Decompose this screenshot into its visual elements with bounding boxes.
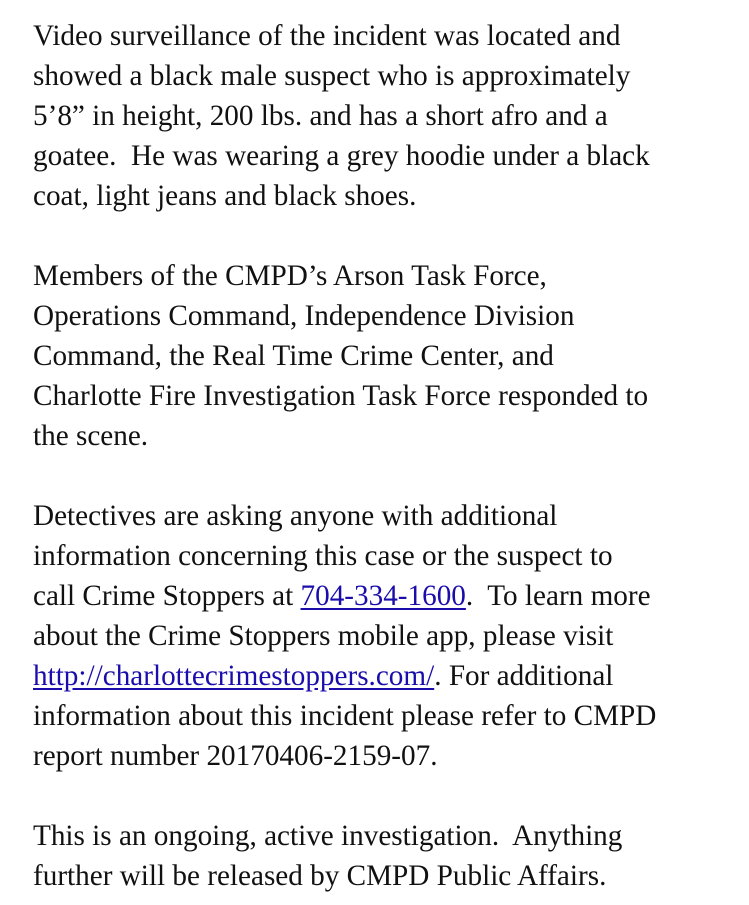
text-line: Command, the Real Time Crime Center, and <box>33 340 554 372</box>
text-line: the scene. <box>33 420 149 452</box>
text-line: Operations Command, Independence Division <box>33 300 575 332</box>
text-line: further will be released by CMPD Public Affairs. <box>33 860 607 892</box>
text-line: information concerning this case or the suspect to <box>33 540 613 572</box>
text-line: Video surveillance of the incident was located and <box>33 20 621 52</box>
text-fragment: . For additional <box>434 660 614 692</box>
text-line: showed a black male suspect who is approximately <box>33 60 631 92</box>
phone-number-link[interactable]: 704-334-1600 <box>300 580 466 612</box>
text-line: goatee. He was wearing a grey hoodie under a black <box>33 140 650 172</box>
text-line: coat, light jeans and black shoes. <box>33 180 417 212</box>
text-line: Detectives are asking anyone with additional <box>33 500 558 532</box>
text-fragment: call Crime Stoppers at <box>33 580 301 612</box>
paragraph-contact-info <box>33 496 733 776</box>
text-line: 5’8” in height, 200 lbs. and has a short afro and a <box>33 100 608 132</box>
paragraph-closing-statement <box>33 816 733 896</box>
paragraph-suspect-description <box>33 16 733 216</box>
text-line <box>33 656 733 696</box>
press-release-body <box>33 16 733 896</box>
text-line: Charlotte Fire Investigation Task Force responded to <box>33 380 649 412</box>
text-line: Members of the CMPD’s Arson Task Force, <box>33 260 547 292</box>
text-line: information about this incident please refer to CMPD <box>33 700 657 732</box>
text-line: This is an ongoing, active investigation. Anything <box>33 820 623 852</box>
text-line: report number 20170406-2159-07. <box>33 740 438 772</box>
crime-stoppers-url-link[interactable]: http://charlottecrimestoppers.com/ <box>33 660 435 692</box>
paragraph-responding-units <box>33 256 733 456</box>
text-fragment: . To learn more <box>465 580 651 612</box>
text-line: about the Crime Stoppers mobile app, please visit <box>33 620 614 652</box>
text-line <box>33 576 733 616</box>
